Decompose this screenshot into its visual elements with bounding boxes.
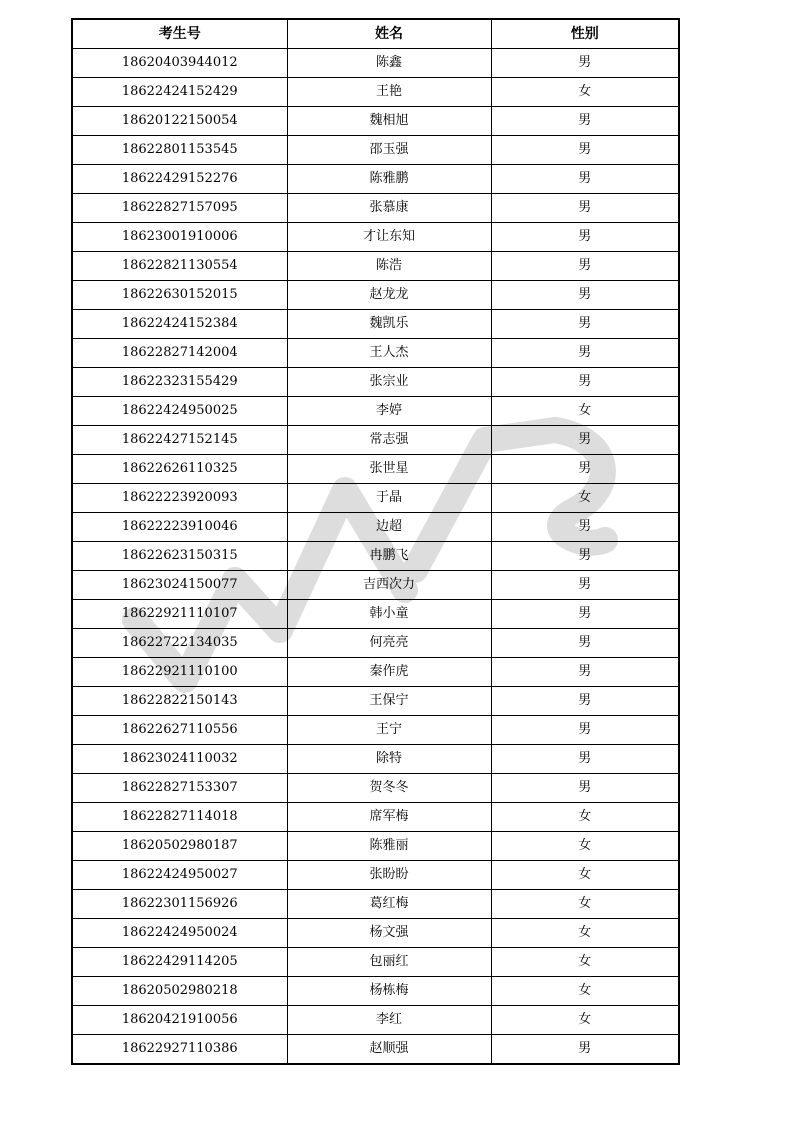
table-row [72, 890, 679, 919]
table-row [72, 223, 679, 252]
table-row [72, 658, 679, 687]
cell-name: 常志强 [287, 426, 491, 455]
table-row [72, 484, 679, 513]
header-gender: 性别 [491, 19, 679, 49]
cell-exam-number: 18622801153545 [72, 136, 287, 165]
student-table [71, 18, 680, 1065]
cell-name: 葛红梅 [287, 890, 491, 919]
cell-exam-number: 18622223920093 [72, 484, 287, 513]
cell-exam-number: 18622323155429 [72, 368, 287, 397]
cell-name: 陈鑫 [287, 49, 491, 78]
cell-exam-number: 18622927110386 [72, 1035, 287, 1065]
table-row [72, 832, 679, 861]
table-row [72, 136, 679, 165]
cell-exam-number: 18620403944012 [72, 49, 287, 78]
cell-gender: 女 [491, 803, 679, 832]
table-row [72, 194, 679, 223]
cell-exam-number: 18622921110107 [72, 600, 287, 629]
cell-name: 陈浩 [287, 252, 491, 281]
cell-name: 边超 [287, 513, 491, 542]
cell-exam-number: 18622223910046 [72, 513, 287, 542]
table-row [72, 919, 679, 948]
cell-gender: 男 [491, 513, 679, 542]
cell-gender: 女 [491, 832, 679, 861]
cell-exam-number: 18622630152015 [72, 281, 287, 310]
cell-name: 韩小童 [287, 600, 491, 629]
cell-exam-number: 18620421910056 [72, 1006, 287, 1035]
table-row [72, 745, 679, 774]
cell-exam-number: 18622623150315 [72, 542, 287, 571]
cell-gender: 男 [491, 658, 679, 687]
cell-name: 冉鹏飞 [287, 542, 491, 571]
cell-gender: 女 [491, 977, 679, 1006]
table-body [72, 49, 679, 1065]
cell-exam-number: 18620122150054 [72, 107, 287, 136]
cell-gender: 男 [491, 687, 679, 716]
table-row [72, 803, 679, 832]
cell-gender: 男 [491, 629, 679, 658]
cell-exam-number: 18622626110325 [72, 455, 287, 484]
cell-name: 陈雅丽 [287, 832, 491, 861]
cell-gender: 男 [491, 571, 679, 600]
cell-exam-number: 18622424152384 [72, 310, 287, 339]
cell-gender: 女 [491, 890, 679, 919]
cell-gender: 女 [491, 1006, 679, 1035]
table-row [72, 339, 679, 368]
table-row [72, 455, 679, 484]
cell-name: 杨文强 [287, 919, 491, 948]
cell-gender: 男 [491, 774, 679, 803]
cell-exam-number: 18622827142004 [72, 339, 287, 368]
cell-name: 席军梅 [287, 803, 491, 832]
cell-gender: 男 [491, 281, 679, 310]
header-name: 姓名 [287, 19, 491, 49]
cell-name: 陈雅鹏 [287, 165, 491, 194]
table-row [72, 397, 679, 426]
cell-exam-number: 18622427152145 [72, 426, 287, 455]
cell-name: 赵顺强 [287, 1035, 491, 1065]
cell-exam-number: 18622921110100 [72, 658, 287, 687]
cell-exam-number: 18622424950027 [72, 861, 287, 890]
table-row [72, 571, 679, 600]
cell-gender: 男 [491, 223, 679, 252]
table-row [72, 49, 679, 78]
table-header-row [72, 19, 679, 49]
cell-name: 除特 [287, 745, 491, 774]
cell-name: 张宗业 [287, 368, 491, 397]
cell-gender: 男 [491, 310, 679, 339]
cell-name: 王艳 [287, 78, 491, 107]
table-row [72, 716, 679, 745]
table-row [72, 513, 679, 542]
cell-name: 秦作虎 [287, 658, 491, 687]
cell-gender: 男 [491, 600, 679, 629]
cell-gender: 男 [491, 542, 679, 571]
cell-gender: 女 [491, 397, 679, 426]
cell-name: 赵龙龙 [287, 281, 491, 310]
cell-name: 贺冬冬 [287, 774, 491, 803]
table-row [72, 165, 679, 194]
cell-exam-number: 18622822150143 [72, 687, 287, 716]
cell-exam-number: 18622821130554 [72, 252, 287, 281]
table-row [72, 600, 679, 629]
cell-name: 何亮亮 [287, 629, 491, 658]
cell-name: 才让东知 [287, 223, 491, 252]
cell-exam-number: 18622424152429 [72, 78, 287, 107]
table-row [72, 687, 679, 716]
cell-gender: 女 [491, 861, 679, 890]
cell-gender: 男 [491, 455, 679, 484]
cell-gender: 男 [491, 136, 679, 165]
cell-gender: 男 [491, 339, 679, 368]
cell-name: 吉西次力 [287, 571, 491, 600]
table-row [72, 948, 679, 977]
table-row [72, 774, 679, 803]
table-row [72, 252, 679, 281]
cell-gender: 男 [491, 107, 679, 136]
cell-name: 王宁 [287, 716, 491, 745]
table-row [72, 310, 679, 339]
cell-name: 张盼盼 [287, 861, 491, 890]
cell-gender: 男 [491, 1035, 679, 1065]
table-row [72, 629, 679, 658]
cell-gender: 男 [491, 252, 679, 281]
cell-gender: 女 [491, 78, 679, 107]
cell-gender: 男 [491, 368, 679, 397]
cell-exam-number: 18622429152276 [72, 165, 287, 194]
cell-name: 张慕康 [287, 194, 491, 223]
cell-gender: 男 [491, 745, 679, 774]
table-row [72, 977, 679, 1006]
cell-exam-number: 18622627110556 [72, 716, 287, 745]
cell-gender: 女 [491, 919, 679, 948]
table-row [72, 368, 679, 397]
cell-name: 王人杰 [287, 339, 491, 368]
cell-exam-number: 18622827157095 [72, 194, 287, 223]
cell-exam-number: 18622722134035 [72, 629, 287, 658]
cell-exam-number: 18622827114018 [72, 803, 287, 832]
cell-gender: 男 [491, 49, 679, 78]
cell-name: 于晶 [287, 484, 491, 513]
cell-name: 邵玉强 [287, 136, 491, 165]
cell-gender: 男 [491, 426, 679, 455]
cell-exam-number: 18622424950025 [72, 397, 287, 426]
cell-gender: 女 [491, 948, 679, 977]
table-row [72, 78, 679, 107]
cell-exam-number: 18620502980218 [72, 977, 287, 1006]
cell-name: 王保宁 [287, 687, 491, 716]
student-list-sheet [71, 18, 680, 1065]
cell-name: 包丽红 [287, 948, 491, 977]
cell-name: 李红 [287, 1006, 491, 1035]
cell-name: 杨栋梅 [287, 977, 491, 1006]
cell-gender: 男 [491, 194, 679, 223]
cell-name: 张世星 [287, 455, 491, 484]
cell-exam-number: 18623024110032 [72, 745, 287, 774]
cell-exam-number: 18620502980187 [72, 832, 287, 861]
table-row [72, 281, 679, 310]
cell-name: 魏相旭 [287, 107, 491, 136]
cell-gender: 女 [491, 484, 679, 513]
cell-gender: 男 [491, 165, 679, 194]
header-exam-number: 考生号 [72, 19, 287, 49]
table-row [72, 426, 679, 455]
cell-exam-number: 18622827153307 [72, 774, 287, 803]
table-row [72, 542, 679, 571]
cell-exam-number: 18623024150077 [72, 571, 287, 600]
table-row [72, 1006, 679, 1035]
cell-exam-number: 18622424950024 [72, 919, 287, 948]
cell-exam-number: 18622429114205 [72, 948, 287, 977]
table-row [72, 861, 679, 890]
cell-gender: 男 [491, 716, 679, 745]
table-row [72, 107, 679, 136]
cell-name: 魏凯乐 [287, 310, 491, 339]
cell-exam-number: 18623001910006 [72, 223, 287, 252]
cell-exam-number: 18622301156926 [72, 890, 287, 919]
table-row [72, 1035, 679, 1065]
cell-name: 李婷 [287, 397, 491, 426]
